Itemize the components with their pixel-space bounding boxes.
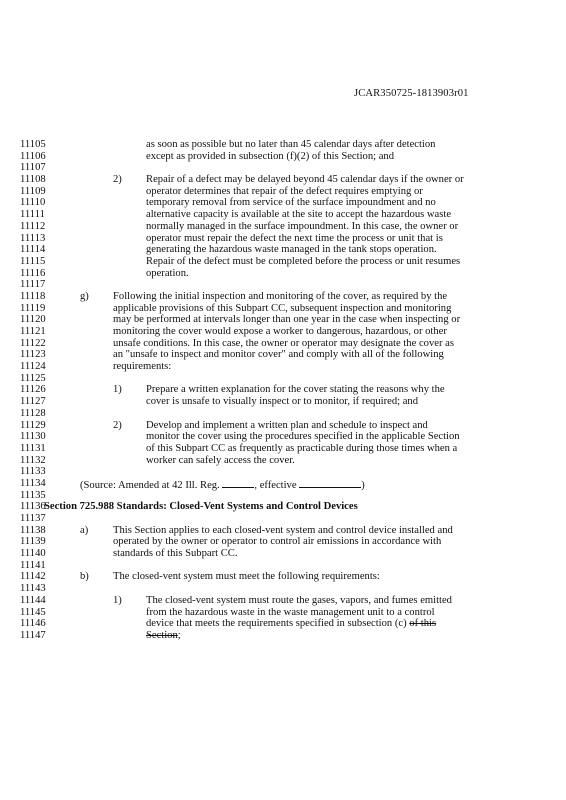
line-number: 11121 [20, 326, 46, 337]
line-text: as soon as possible but no later than 45 calendar days after detection [146, 139, 436, 150]
document-line [20, 466, 550, 478]
document-line [20, 536, 550, 548]
document-line [20, 607, 550, 619]
line-text: Repair of the defect must be completed before the process or unit resumes [146, 255, 461, 267]
line-number: 11140 [20, 548, 46, 560]
line-text: Develop and implement a written plan and schedule to inspect and [146, 419, 428, 431]
line-number: 11116 [20, 267, 46, 279]
line-text: operator determines that repair of the defect requires emptying or [146, 185, 423, 197]
line-number: 11105 [20, 139, 46, 150]
document-line [20, 595, 550, 607]
document-header: JCAR350725-1813903r01 [354, 88, 469, 99]
line-text: temporary removal from service of the surface impoundment and no [146, 197, 436, 209]
document-line [20, 455, 550, 467]
document-line [20, 408, 550, 420]
line-number: 11133 [20, 466, 46, 478]
line-number: 11119 [20, 302, 46, 314]
line-text: This Section applies to each closed-vent system and control device installed and [113, 524, 453, 536]
document-line [20, 501, 550, 513]
deleted-text: of this [409, 618, 437, 630]
line-text: operator must repair the defect the next time the process or unit that is [146, 232, 443, 244]
line-text: The closed-vent system must route the gases, vapors, and fumes emitted [146, 594, 452, 606]
line-text: requirements: [113, 361, 172, 373]
subsection-marker: 2) [113, 419, 122, 431]
document-line [20, 291, 550, 303]
document-line [20, 244, 550, 256]
line-number: 11115 [20, 255, 46, 267]
document-line [20, 338, 550, 350]
document-line [20, 209, 550, 221]
subsection-marker: a) [80, 524, 89, 536]
line-number: 11111 [20, 209, 45, 221]
document-line [20, 233, 550, 245]
subsection-marker: g) [80, 290, 89, 302]
source-note: (Source: Amended at 42 Ill. Reg. , effective ) [80, 479, 365, 491]
document-line [20, 525, 550, 537]
line-text: cover is unsafe to visually inspect or to monitor, if required; and [146, 396, 419, 408]
line-number: 11122 [20, 337, 46, 349]
line-text: Section; [146, 629, 181, 641]
subsection-marker: 1) [113, 594, 122, 606]
line-number: 11108 [20, 174, 46, 186]
document-line [20, 490, 550, 502]
document-line [20, 361, 550, 373]
blank-field [299, 478, 361, 488]
line-text: device that meets the requirements specified in subsection (c) of this [146, 618, 437, 630]
line-number: 11125 [20, 372, 46, 384]
line-number: 11134 [20, 477, 46, 489]
line-text: Repair of a defect may be delayed beyond 45 calendar days if the owner or [146, 174, 464, 186]
line-text: monitoring the cover would expose a worker to dangerous, hazardous, or other [113, 326, 447, 337]
document-line [20, 326, 550, 338]
line-number: 11143 [20, 583, 46, 595]
line-number: 11127 [20, 396, 46, 408]
line-number: 11132 [20, 454, 46, 466]
line-number: 11130 [20, 431, 46, 443]
line-text: unsafe conditions. In this case, the owner or operator may designate the cover as [113, 337, 454, 349]
line-number: 11107 [20, 162, 46, 174]
line-text: normally managed in the surface impoundment. In this case, the owner or [146, 220, 459, 232]
line-number: 11135 [20, 489, 46, 501]
line-number: 11145 [20, 606, 46, 618]
line-number: 11114 [20, 244, 46, 256]
section-heading: Section 725.988 Standards: Closed-Vent Systems and Control Devices [44, 501, 358, 513]
document-line [20, 314, 550, 326]
line-number: 11146 [20, 618, 46, 630]
subsection-marker: 2) [113, 174, 122, 186]
line-number: 11137 [20, 513, 46, 524]
document-line [20, 513, 550, 525]
document-line [20, 186, 550, 198]
line-text: alternative capacity is available at the site to accept the hazardous waste [146, 209, 452, 221]
line-text: worker can safely access the cover. [146, 454, 295, 466]
line-text: an "unsafe to inspect and monitor cover" and comply with all of the following [113, 349, 444, 361]
subsection-marker: b) [80, 571, 89, 583]
document-line [20, 420, 550, 432]
line-text: operated by the owner or operator to control air emissions in accordance with [113, 536, 442, 548]
line-text: applicable provisions of this Subpart CC, subsequent inspection and monitoring [113, 302, 452, 314]
document-line [20, 548, 550, 560]
document-line [20, 256, 550, 268]
line-number: 11128 [20, 407, 46, 419]
document-line [20, 618, 550, 630]
blank-field [222, 478, 254, 488]
document-line [20, 221, 550, 233]
document-line [20, 174, 550, 186]
line-number: 11124 [20, 361, 46, 373]
line-number: 11106 [20, 150, 46, 162]
deleted-text: Section [146, 629, 178, 641]
line-number: 11109 [20, 185, 46, 197]
line-text: Prepare a written explanation for the cover stating the reasons why the [146, 384, 445, 396]
line-number: 11113 [20, 232, 46, 244]
document-line [20, 303, 550, 315]
line-text: of this Subpart CC as frequently as practicable during those times when a [146, 442, 458, 454]
document-line [20, 384, 550, 396]
line-text: may be performed at intervals longer than one year in the case when inspecting or [113, 314, 461, 326]
line-number: 11139 [20, 536, 46, 548]
line-number: 11120 [20, 314, 46, 326]
document-line [20, 443, 550, 455]
subsection-marker: 1) [113, 384, 122, 396]
document-line [20, 139, 550, 151]
line-text: operation. [146, 267, 189, 279]
document-line [20, 151, 550, 163]
line-number: 11123 [20, 349, 46, 361]
document-line [20, 268, 550, 280]
line-number: 11112 [20, 220, 46, 232]
line-number: 11110 [20, 197, 46, 209]
document-line [20, 197, 550, 209]
document-line [20, 349, 550, 361]
line-text: monitor the cover using the procedures specified in the applicable Section [146, 431, 460, 443]
document-line [20, 373, 550, 385]
line-number: 11118 [20, 290, 46, 302]
document-line [20, 279, 550, 291]
line-text: standards of this Subpart CC. [113, 548, 238, 560]
document-line [20, 478, 550, 490]
line-number: 11126 [20, 384, 46, 396]
document-line [20, 560, 550, 572]
document-line [20, 396, 550, 408]
line-number: 11129 [20, 419, 46, 431]
line-text: from the hazardous waste in the waste management unit to a control [146, 606, 435, 618]
line-number: 11141 [20, 559, 46, 571]
line-number: 11117 [20, 279, 46, 291]
line-number: 11147 [20, 629, 46, 641]
line-text: The closed-vent system must meet the following requirements: [113, 571, 380, 583]
document-body [20, 139, 550, 642]
document-line [20, 431, 550, 443]
line-text: generating the hazardous waste managed in the tank stops operation. [146, 244, 437, 256]
document-line [20, 162, 550, 174]
line-number: 11144 [20, 594, 46, 606]
line-number: 11138 [20, 524, 46, 536]
line-number: 11142 [20, 571, 46, 583]
line-text: Following the initial inspection and monitoring of the cover, as required by the [113, 290, 448, 302]
document-line [20, 583, 550, 595]
document-line [20, 630, 550, 642]
line-number: 11136 [20, 501, 46, 513]
line-number: 11131 [20, 442, 46, 454]
document-line [20, 571, 550, 583]
line-text: except as provided in subsection (f)(2) of this Section; and [146, 150, 395, 162]
